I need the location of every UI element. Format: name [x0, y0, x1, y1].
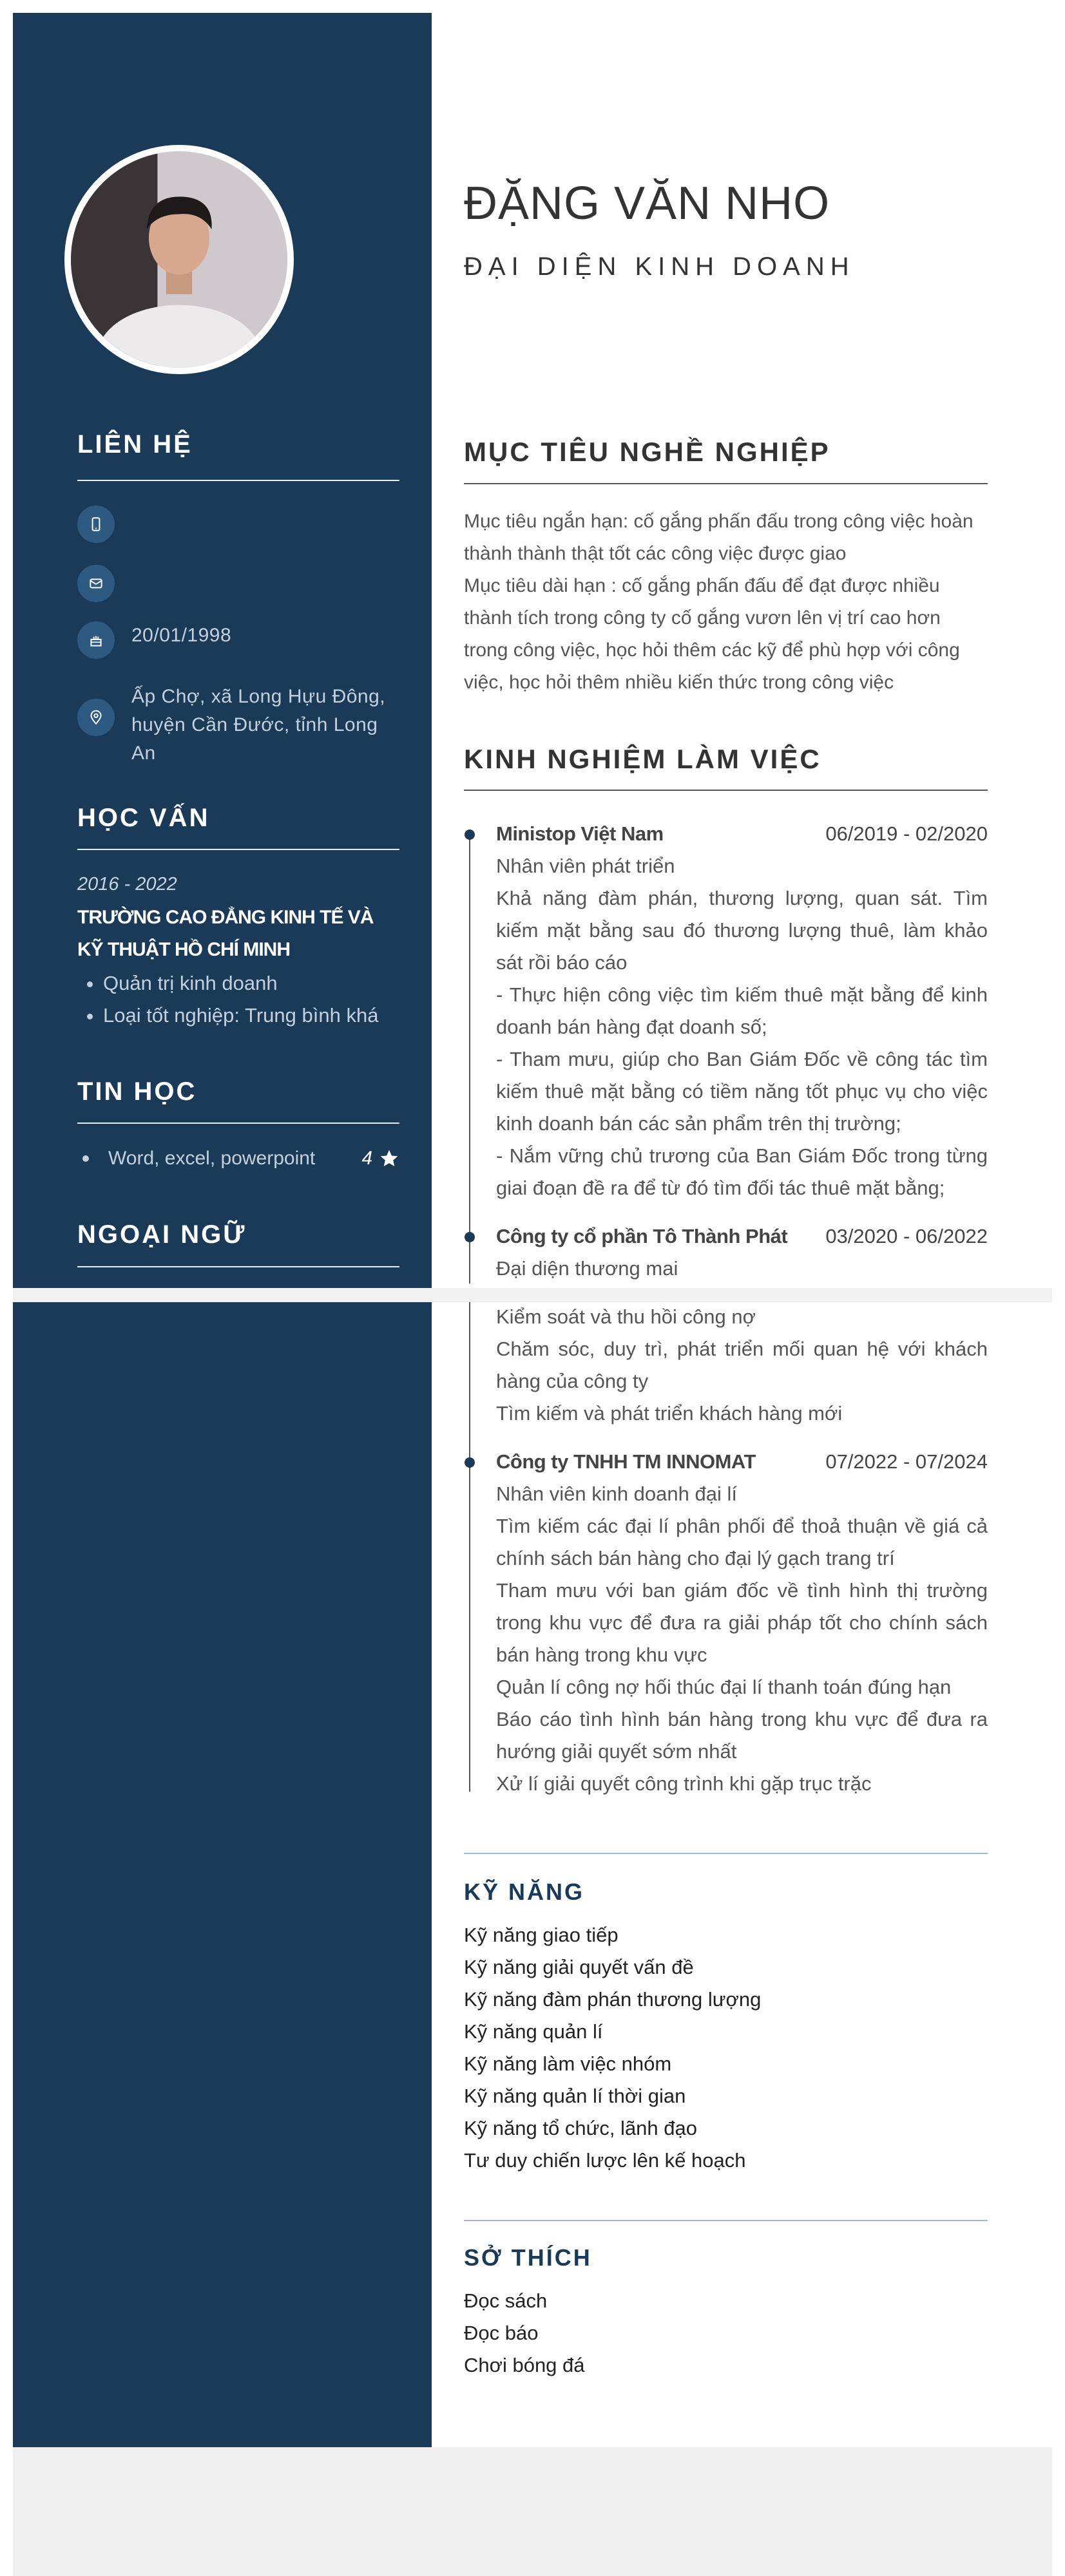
job-company: Công ty TNHH TM INNOMAT: [496, 1450, 756, 1473]
education-period: 2016 - 2022: [77, 874, 177, 895]
education-school: TRƯỜNG CAO ĐẲNG KINH TẾ VÀ KỸ THUẬT HỒ CHÍ MINH: [77, 907, 374, 960]
job-line: Khả năng đàm phán, thương lượng, quan sát. Tìm kiếm mặt bằng sau đó thương lượng thuê, làm khảo sát rồi báo cáo: [496, 887, 988, 974]
hobbies-list: [464, 2285, 988, 2382]
timeline-line: [469, 836, 470, 1283]
computing-rating: 4: [361, 1148, 372, 1169]
job-role: Nhân viên phát triển: [496, 855, 675, 877]
contact-birthday: [77, 621, 399, 659]
hobbies-heading: SỞ THÍCH: [464, 2244, 592, 2271]
mail-icon: [77, 565, 115, 602]
timeline-line: [469, 1302, 470, 1792]
languages-rule: [77, 1266, 399, 1267]
job-line: Xử lí giải quyết công trình khi gặp trục trặc: [496, 1772, 872, 1795]
objective-heading: MỤC TIÊU NGHỀ NGHIỆP: [464, 437, 830, 467]
hobbies-rule: [464, 2220, 988, 2221]
address-text: Ấp Chợ, xã Long Hựu Đông, huyện Cần Đước, tỉnh Long An: [131, 686, 386, 764]
computing-skill-row: [77, 1148, 399, 1170]
job-header: [496, 818, 988, 850]
languages-heading: NGOẠI NGỮ: [77, 1220, 247, 1249]
contact-phone: [77, 506, 399, 543]
page-break: [13, 1288, 1052, 1302]
page-bottom-area: [13, 2447, 1052, 2576]
skill-item: Kỹ năng đàm phán thương lượng: [464, 1988, 762, 2011]
skill-item: Kỹ năng giải quyết vấn đề: [464, 1956, 694, 1978]
hobby-item: Đọc sách: [464, 2289, 548, 2312]
skill-item: Kỹ năng giao tiếp: [464, 1924, 619, 1946]
education-detail: • Loại tốt nghiệp: Trung bình khá: [103, 999, 425, 1032]
job-company: Ministop Việt Nam: [496, 822, 664, 845]
experience-heading: KINH NGHIỆM LÀM VIỆC: [464, 744, 821, 774]
job-period: 07/2022 - 07/2024: [825, 1450, 988, 1473]
job-line: Kiểm soát và thu hồi công nợ: [496, 1305, 756, 1328]
job-line: Quản lí công nợ hối thúc đại lí thanh toán đúng hạn: [496, 1676, 952, 1698]
contact-heading: LIÊN HỆ: [77, 430, 193, 459]
skill-item: Kỹ năng quản lí thời gian: [464, 2085, 686, 2107]
timeline-dot: [465, 1232, 475, 1242]
skill-item: Kỹ năng làm việc nhóm: [464, 2052, 672, 2075]
birthday-text: 20/01/1998: [131, 625, 232, 646]
skills-list: [464, 1919, 988, 2177]
timeline-dot: [465, 829, 475, 840]
computing-rule: [77, 1122, 399, 1124]
skill-item: Tư duy chiến lược lên kế hoạch: [464, 2149, 746, 2172]
objective-long-term: Mục tiêu dài hạn : cố gắng phấn đấu để đạt được nhiều thành tích trong công ty cố gắng vươn lên vị trí cao hơn trong công việc, học hỏi thêm các kỹ để phù hợp với công việc, học hỏi thêm nhiều kiến thức trong công việc: [464, 575, 960, 693]
skill-item: Kỹ năng quản lí: [464, 2020, 603, 2043]
job-line: - Nắm vững chủ trương của Ban Giám Đốc trong từng giai đoạn đề ra để từ đó tìm đối tác thuê mặt bằng;: [496, 1144, 988, 1199]
job-company: Công ty cổ phần Tô Thành Phát: [496, 1225, 788, 1247]
skills-heading: KỸ NĂNG: [464, 1879, 585, 1905]
objective-short-term: Mục tiêu ngắn hạn: cố gắng phấn đấu trong công việc hoàn thành thành thật tốt các công việc được giao: [464, 511, 974, 564]
candidate-title: ĐẠI DIỆN KINH DOANH: [464, 252, 855, 281]
job-line: Tham mưu với ban giám đốc về tình hình thị trường trong khu vực để đưa ra giải pháp tốt cho chính sách bán hàng trong khu vực: [496, 1579, 988, 1666]
job-period: 06/2019 - 02/2020: [825, 822, 988, 845]
phone-icon: [77, 506, 115, 543]
contact-email: [77, 565, 399, 602]
computing-skill: Word, excel, powerpoint: [108, 1148, 316, 1169]
education-detail: • Quản trị kinh doanh: [103, 967, 425, 999]
skills-rule: [464, 1853, 988, 1854]
bullet: [82, 1155, 89, 1162]
sidebar-page-2: [13, 1302, 432, 2447]
timeline-dot: [465, 1457, 475, 1468]
skill-item: Kỹ năng tổ chức, lãnh đạo: [464, 2117, 697, 2139]
job-line: Báo cáo tình hình bán hàng trong khu vực để đưa ra hướng giải quyết sớm nhất: [496, 1708, 988, 1763]
education-heading: HỌC VẤN: [77, 804, 210, 832]
job-line: - Thực hiện công việc tìm kiếm thuê mặt bằng để kinh doanh bán hàng đạt doanh số;: [496, 983, 988, 1038]
contact-address: [77, 683, 399, 768]
job-role: Nhân viên kinh doanh đại lí: [496, 1482, 737, 1505]
star-icon: [379, 1148, 399, 1169]
hobby-item: Đọc báo: [464, 2322, 539, 2344]
avatar: [64, 145, 294, 374]
job-header: [496, 1446, 988, 1478]
job-line: Tìm kiếm và phát triển khách hàng mới: [496, 1402, 843, 1425]
job-header: [496, 1220, 988, 1253]
job-line: Chăm sóc, duy trì, phát triển mối quan hệ với khách hàng của công ty: [496, 1338, 988, 1392]
candidate-name: ĐẶNG VĂN NHO: [464, 178, 830, 229]
computing-heading: TIN HỌC: [77, 1077, 197, 1106]
objective-rule: [464, 483, 988, 484]
contact-rule: [77, 480, 399, 481]
job-line: Tìm kiếm các đại lí phân phối để thoả thuận về giá cả chính sách bán hàng cho đại lý gạch trang trí: [496, 1515, 988, 1569]
cake-icon: [77, 621, 115, 659]
job-line: - Tham mưu, giúp cho Ban Giám Đốc về công tác tìm kiếm thuê mặt bằng có tiềm năng tốt phục vụ cho việc kinh doanh bán các sản phẩm trên thị trường;: [496, 1048, 988, 1135]
hobby-item: Chơi bóng đá: [464, 2354, 585, 2376]
job-period: 03/2020 - 06/2022: [825, 1225, 988, 1247]
education-details: [77, 967, 425, 1032]
education-rule: [77, 849, 399, 850]
job-role: Đại diện thương mai: [496, 1257, 678, 1280]
experience-rule: [464, 790, 988, 791]
avatar-photo: [71, 151, 287, 368]
location-pin-icon: [77, 699, 115, 736]
